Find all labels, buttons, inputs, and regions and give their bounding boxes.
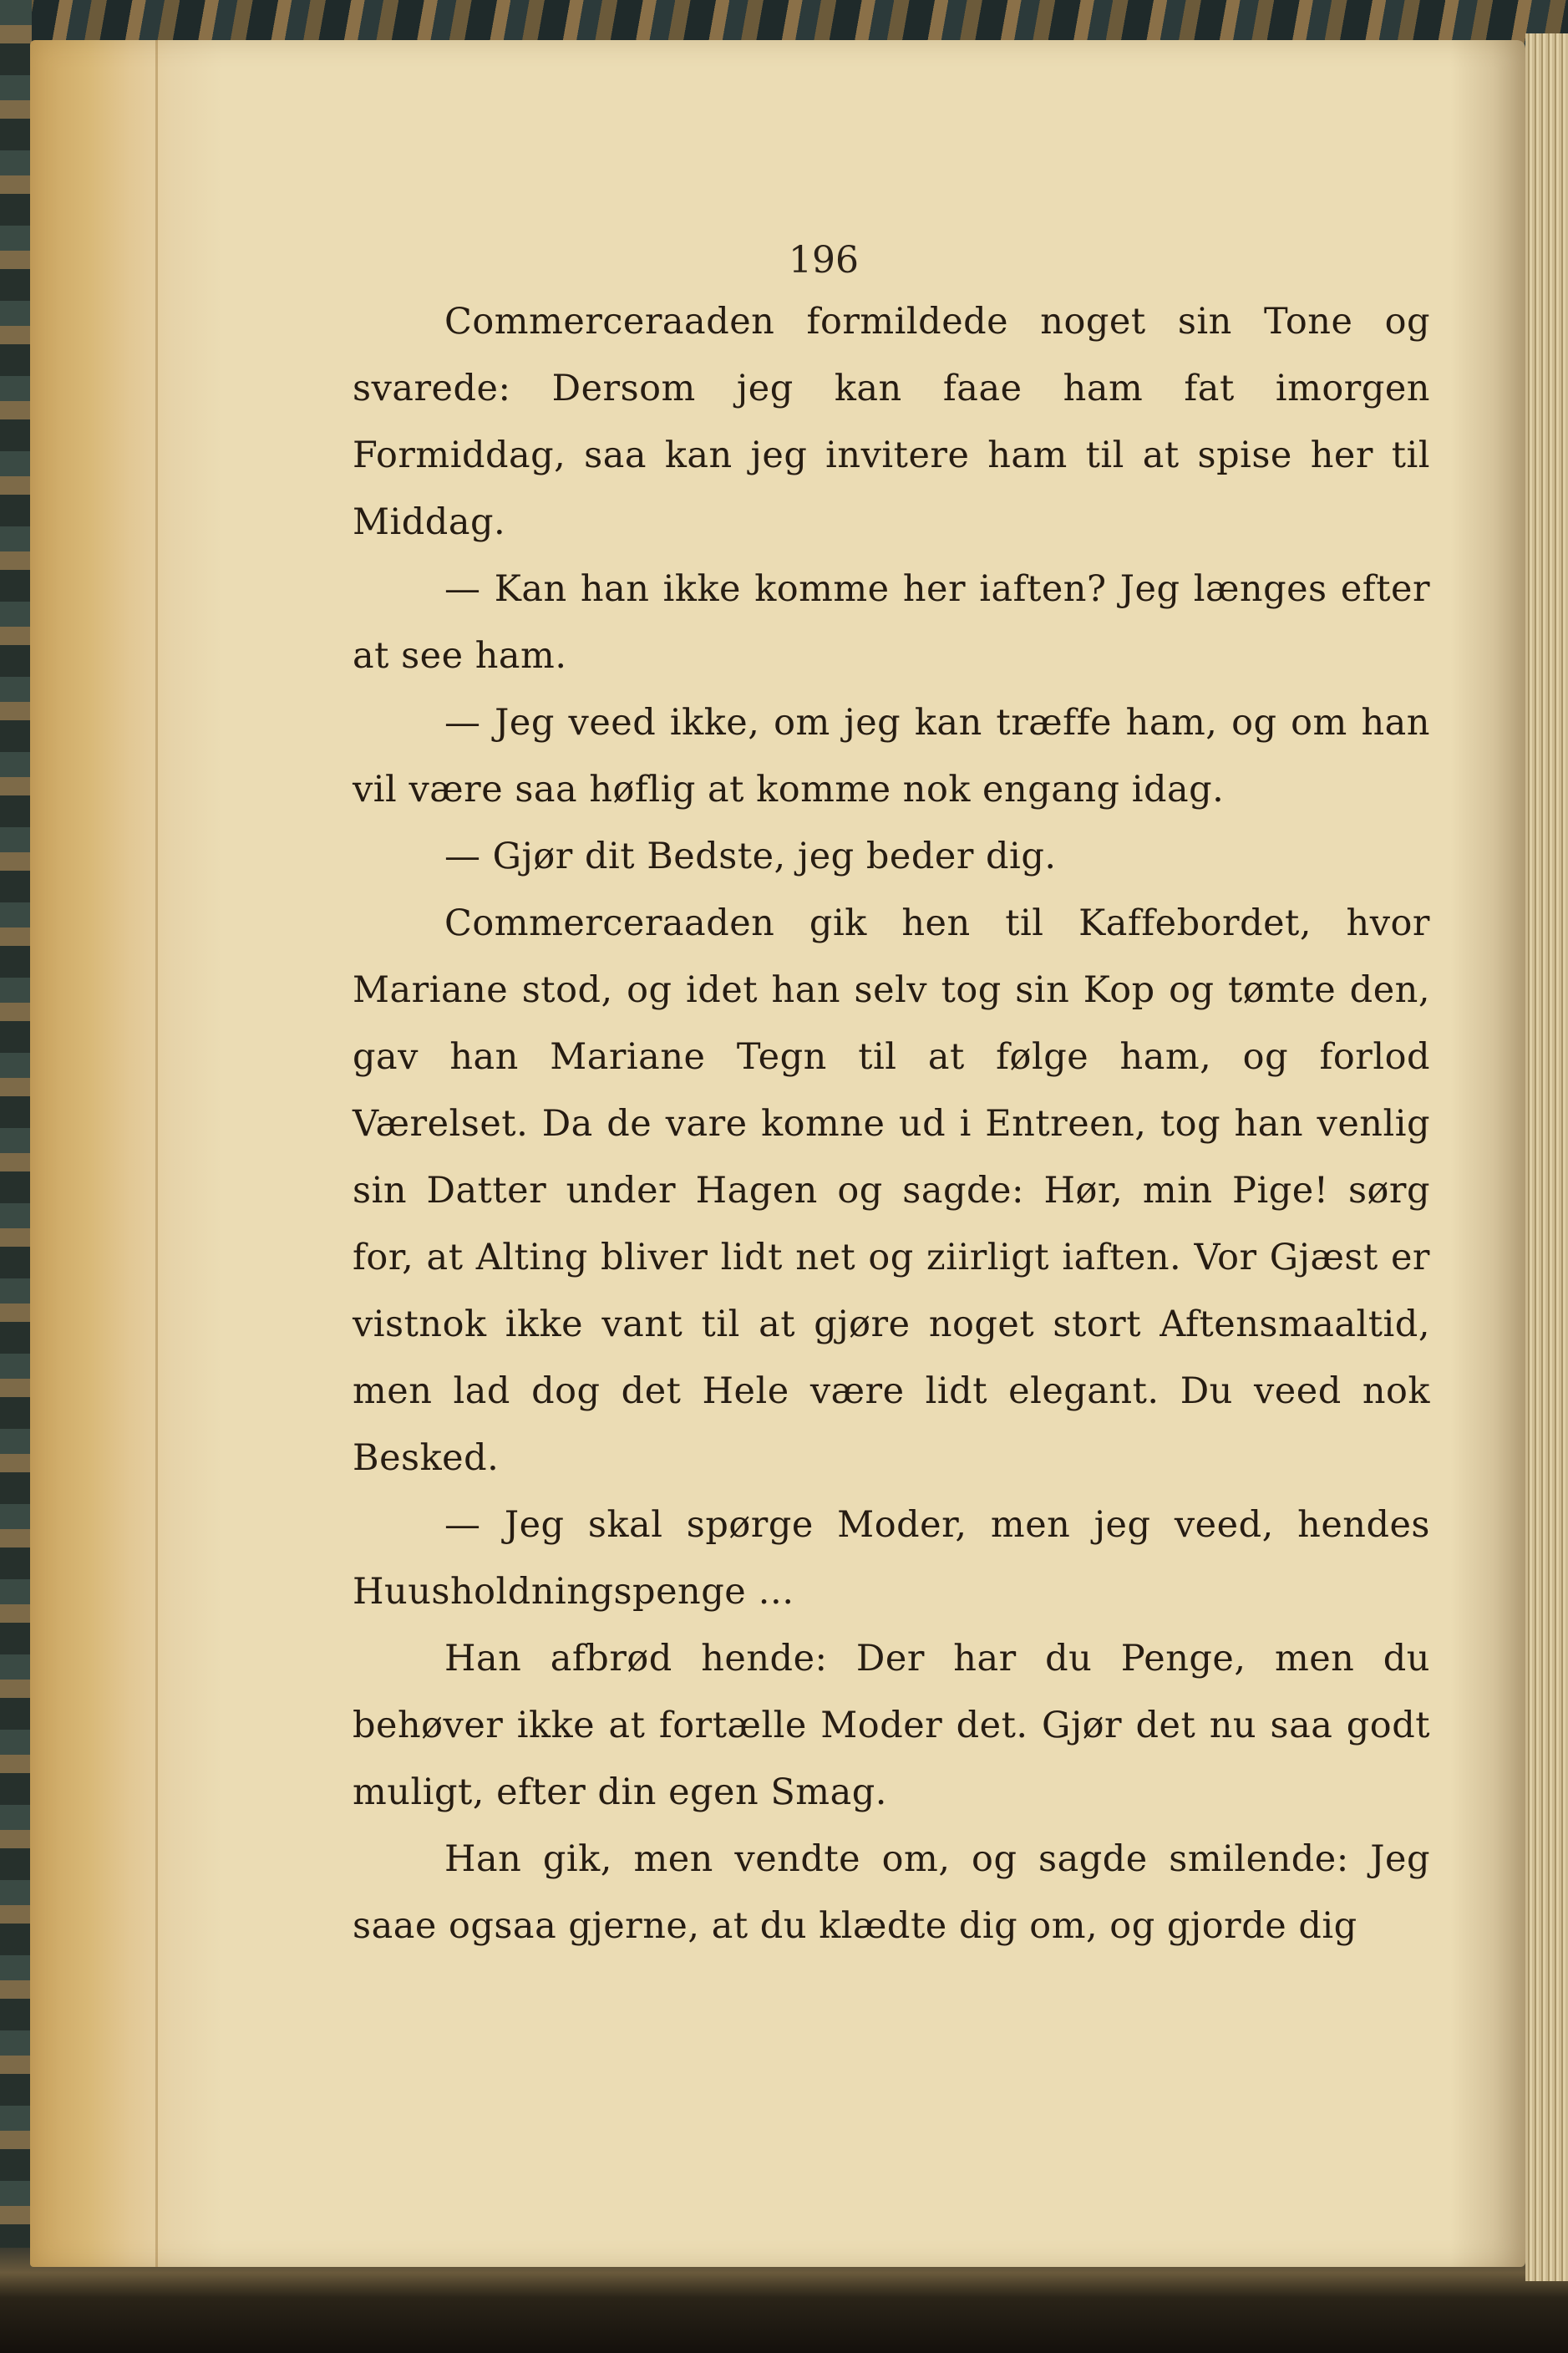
paragraph: Commerceraaden gik hen til Kaffebordet, hvor Mariane stod, og idet han selv tog sin Kop og tømte den, gav han Mariane Tegn til at følge ham, og forlod Værelset. Da de vare komne ud i Entreen, tog han venlig sin Datter under Hagen og sagde: Hør, min Pige! sørg for, at Alting bliver lidt net og ziirligt iaften. Vor Gjæst er vistnok ikke vant til at gjøre noget stort Aftensmaaltid, men lad dog det Hele være lidt elegant. Du veed nok Besked. [353,902,1430,1479]
paragraph: — Gjør dit Bedste, jeg beder dig. [444,836,1057,877]
page-gutter [155,40,158,2267]
body-text [353,288,1430,1959]
paragraph: Commerceraaden formildede noget sin Tone og svarede: Dersom jeg kan faae ham fat imorgen Formiddag, saa kan jeg invitere ham til at spise her til Middag. [353,301,1430,543]
paragraph: Han afbrød hende: Der har du Penge, men du behøver ikke at fortælle Moder det. Gjør det nu saa godt muligt, efter din egen Smag. [353,1638,1430,1813]
paragraph: Han gik, men vendte om, og sagde smilende: Jeg saae ogsaa gjerne, at du klædte dig om, og gjorde dig [353,1838,1430,1947]
paragraph: — Jeg skal spørge Moder, men jeg veed, hendes Huusholdningspenge … [353,1504,1430,1613]
page-number: 196 [789,239,859,282]
book-cover-left-edge [0,0,32,2353]
paragraph: — Kan han ikke komme her iaften? Jeg længes efter at see ham. [353,568,1430,677]
page-stack-edge [1525,33,1568,2281]
paragraph: — Jeg veed ikke, om jeg kan træffe ham, og om han vil være saa høflig at komme nok engang idag. [353,702,1430,811]
